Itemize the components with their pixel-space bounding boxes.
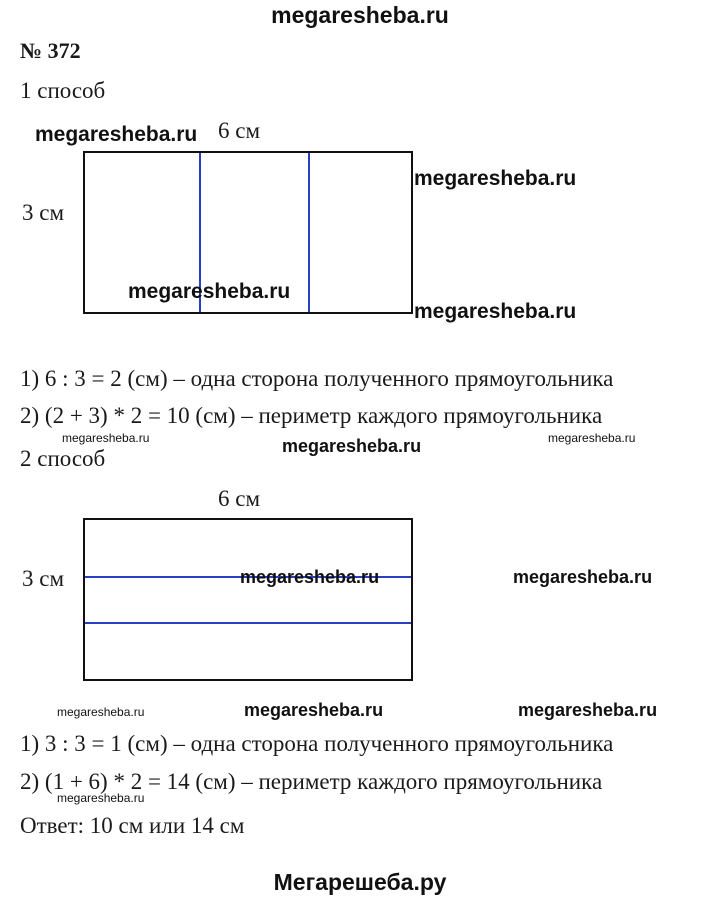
watermark: megaresheba.ru <box>414 300 577 323</box>
method1-width-label: 6 см <box>218 118 261 143</box>
answer: Ответ: 10 см или 14 см <box>20 813 245 838</box>
method1-height-label: 3 см <box>22 200 65 225</box>
watermark: megaresheba.ru <box>518 700 658 720</box>
method1-step1: 1) 6 : 3 = 2 (см) – одна сторона полученного прямоугольника <box>20 366 614 391</box>
site-header: megaresheba.ru <box>271 2 449 28</box>
method1-step2: 2) (2 + 3) * 2 = 10 (см) – периметр каждого прямоугольника <box>20 403 603 428</box>
watermark: megaresheba.ru <box>57 791 145 805</box>
watermark: megaresheba.ru <box>57 705 145 719</box>
watermark: megaresheba.ru <box>282 436 422 456</box>
watermark: megaresheba.ru <box>548 431 636 445</box>
watermark: megaresheba.ru <box>513 567 653 587</box>
method2-divider-line <box>85 622 411 624</box>
method1-title: 1 способ <box>20 78 106 103</box>
watermark: megaresheba.ru <box>62 431 150 445</box>
method2-height-label: 3 см <box>22 566 65 591</box>
watermark: megaresheba.ru <box>244 700 384 720</box>
method2-width-label: 6 см <box>218 486 261 511</box>
method1-divider-line <box>308 153 310 312</box>
method2-step1: 1) 3 : 3 = 1 (см) – одна сторона полученного прямоугольника <box>20 731 614 756</box>
method2-step2: 2) (1 + 6) * 2 = 14 (см) – периметр каждого прямоугольника <box>20 769 603 794</box>
watermark: megaresheba.ru <box>414 167 577 190</box>
watermark: megaresheba.ru <box>35 123 198 146</box>
task-number: № 372 <box>20 38 81 63</box>
method2-rectangle <box>83 518 413 681</box>
method2-title: 2 способ <box>20 446 106 471</box>
site-footer: Мегарешеба.ру <box>273 869 447 895</box>
watermark: megaresheba.ru <box>128 280 291 303</box>
watermark: megaresheba.ru <box>240 567 380 587</box>
